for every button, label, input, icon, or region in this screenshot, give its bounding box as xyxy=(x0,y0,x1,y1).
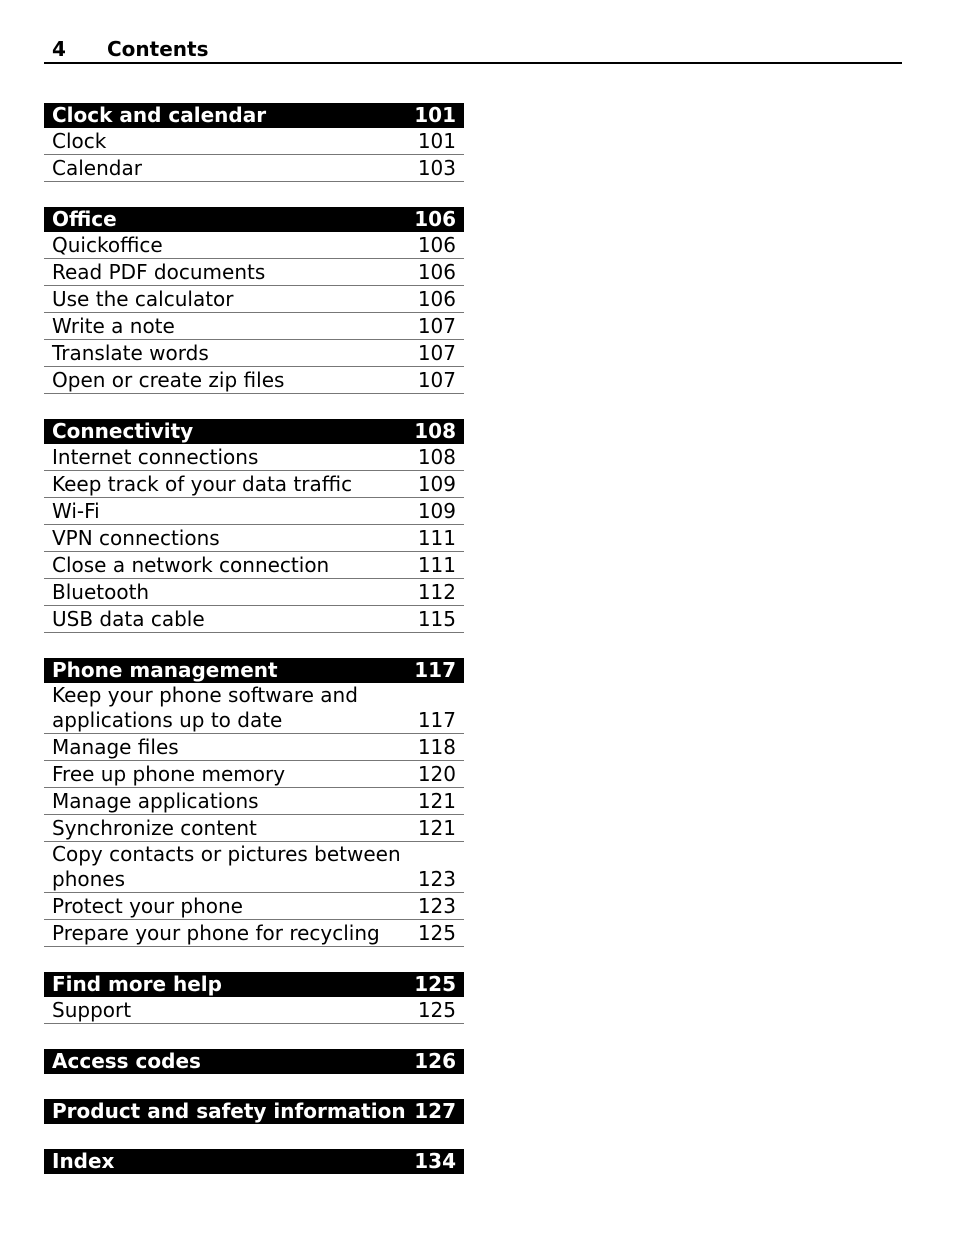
toc-entry[interactable] xyxy=(44,997,464,1024)
toc-entry[interactable] xyxy=(44,788,464,815)
toc-entry[interactable] xyxy=(44,552,464,579)
section-header[interactable] xyxy=(44,972,464,997)
entry-page-number: 125 xyxy=(417,998,456,1022)
entry-page-number: 121 xyxy=(417,816,456,840)
section-header[interactable] xyxy=(44,1099,464,1124)
entry-title: Synchronize content xyxy=(52,816,257,840)
section-title: Product and safety information xyxy=(52,1099,406,1123)
entry-title: Support xyxy=(52,998,132,1022)
entry-page-number: 106 xyxy=(417,260,456,284)
entry-page-number: 121 xyxy=(417,789,456,813)
entry-page-number: 123 xyxy=(417,894,456,918)
toc-section xyxy=(44,419,464,633)
entry-title: Manage files xyxy=(52,735,179,759)
entry-title: Copy contacts or pictures between phones xyxy=(52,842,401,891)
toc-entry[interactable] xyxy=(44,920,464,947)
table-of-contents xyxy=(44,103,464,1199)
toc-entry[interactable] xyxy=(44,579,464,606)
entry-page-number: 101 xyxy=(417,129,456,153)
entry-page-number: 111 xyxy=(417,553,456,577)
section-page-number: 106 xyxy=(414,207,456,231)
section-header[interactable] xyxy=(44,419,464,444)
section-title: Access codes xyxy=(52,1049,201,1073)
toc-entry[interactable] xyxy=(44,842,464,893)
entry-title: Read PDF documents xyxy=(52,260,266,284)
toc-entry[interactable] xyxy=(44,683,464,734)
entry-title: Keep track of your data traffic xyxy=(52,472,353,496)
entry-page-number: 107 xyxy=(417,341,456,365)
toc-section xyxy=(44,1049,464,1074)
section-header[interactable] xyxy=(44,103,464,128)
entry-title: Translate words xyxy=(52,341,209,365)
entry-title: Manage applications xyxy=(52,789,259,813)
section-header[interactable] xyxy=(44,658,464,683)
toc-section xyxy=(44,207,464,394)
entry-title: Quickoffice xyxy=(52,233,163,257)
toc-entry[interactable] xyxy=(44,525,464,552)
section-title: Connectivity xyxy=(52,419,194,443)
entry-title: Wi-Fi xyxy=(52,499,100,523)
page-title: Contents xyxy=(107,37,209,61)
toc-section xyxy=(44,103,464,182)
toc-entry[interactable] xyxy=(44,286,464,313)
entry-page-number: 120 xyxy=(417,762,456,786)
toc-entry[interactable] xyxy=(44,155,464,182)
toc-entry[interactable] xyxy=(44,761,464,788)
toc-section xyxy=(44,972,464,1024)
entry-title: Free up phone memory xyxy=(52,762,286,786)
entry-page-number: 103 xyxy=(417,156,456,180)
toc-entry[interactable] xyxy=(44,498,464,525)
section-page-number: 108 xyxy=(414,419,456,443)
toc-entry[interactable] xyxy=(44,340,464,367)
entry-page-number: 106 xyxy=(417,233,456,257)
toc-section xyxy=(44,658,464,947)
entry-page-number: 112 xyxy=(417,580,456,604)
entry-title: Calendar xyxy=(52,156,142,180)
section-title: Clock and calendar xyxy=(52,103,267,127)
toc-entry[interactable] xyxy=(44,259,464,286)
entry-title: Protect your phone xyxy=(52,894,243,918)
entry-page-number: 107 xyxy=(417,314,456,338)
page-header xyxy=(44,36,902,64)
entry-title: Use the calculator xyxy=(52,287,234,311)
entry-page-number: 115 xyxy=(417,607,456,631)
section-page-number: 134 xyxy=(414,1149,456,1173)
entry-page-number: 107 xyxy=(417,368,456,392)
toc-entry[interactable] xyxy=(44,734,464,761)
entry-page-number: 125 xyxy=(417,921,456,945)
page-number: 4 xyxy=(52,37,66,61)
entry-title: Prepare your phone for recycling xyxy=(52,921,380,945)
section-page-number: 101 xyxy=(414,103,456,127)
toc-entry[interactable] xyxy=(44,606,464,633)
section-page-number: 117 xyxy=(414,658,456,682)
toc-section xyxy=(44,1099,464,1124)
section-header[interactable] xyxy=(44,1049,464,1074)
toc-entry[interactable] xyxy=(44,471,464,498)
entry-page-number: 111 xyxy=(417,526,456,550)
toc-entry[interactable] xyxy=(44,893,464,920)
section-title: Index xyxy=(52,1149,115,1173)
entry-page-number: 109 xyxy=(417,499,456,523)
section-page-number: 127 xyxy=(414,1099,456,1123)
entry-title: USB data cable xyxy=(52,607,205,631)
toc-entry[interactable] xyxy=(44,128,464,155)
toc-entry[interactable] xyxy=(44,313,464,340)
entry-page-number: 117 xyxy=(417,708,456,732)
entry-title: Clock xyxy=(52,129,107,153)
entry-title: Close a network connection xyxy=(52,553,330,577)
section-header[interactable] xyxy=(44,207,464,232)
entry-title: Open or create zip files xyxy=(52,368,285,392)
toc-section xyxy=(44,1149,464,1174)
entry-page-number: 123 xyxy=(417,867,456,891)
section-page-number: 126 xyxy=(414,1049,456,1073)
section-title: Office xyxy=(52,207,117,231)
toc-entry[interactable] xyxy=(44,232,464,259)
toc-entry[interactable] xyxy=(44,444,464,471)
entry-title: Keep your phone software and applications up to date xyxy=(52,683,358,732)
entry-page-number: 106 xyxy=(417,287,456,311)
toc-entry[interactable] xyxy=(44,815,464,842)
entry-title: VPN connections xyxy=(52,526,220,550)
entry-title: Bluetooth xyxy=(52,580,150,604)
entry-title: Write a note xyxy=(52,314,175,338)
entry-page-number: 108 xyxy=(417,445,456,469)
section-title: Find more help xyxy=(52,972,222,996)
entry-page-number: 118 xyxy=(417,735,456,759)
entry-page-number: 109 xyxy=(417,472,456,496)
toc-entry[interactable] xyxy=(44,367,464,394)
section-title: Phone management xyxy=(52,658,278,682)
entry-title: Internet connections xyxy=(52,445,259,469)
section-header[interactable] xyxy=(44,1149,464,1174)
section-page-number: 125 xyxy=(414,972,456,996)
